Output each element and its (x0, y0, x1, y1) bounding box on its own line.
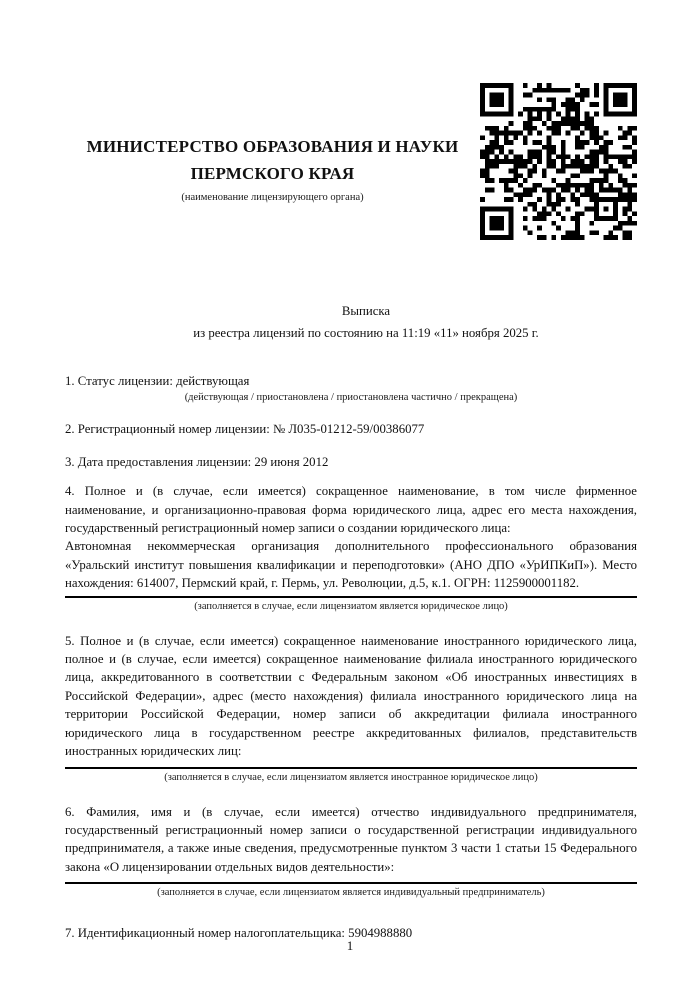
individual-entrepreneur-question: 6. Фамилия, имя и (в случае, если имеется) отчество индивидуального предпринимателя, государственный регистрационный номер записи о государственной регистрации индивидуального предпринимателя, а также иные сведения, предусмотренные пунктом 3 части 1 статьи 15 Федерального закона «О лицензировании отдельных видов деятельности»: (65, 804, 637, 874)
item-license-status (65, 372, 637, 405)
individual-entrepreneur-caption: (заполняется в случае, если лицензиатом является индивидуальный предприниматель) (157, 887, 545, 899)
license-status-text: 1. Статус лицензии: действующая (65, 374, 250, 388)
legal-entity-caption: (заполняется в случае, если лицензиатом является юридическое лицо) (194, 600, 508, 612)
foreign-entity-question: 5. Полное и (в случае, если имеется) сокращенное наименование иностранного юридического лица, полное и (в случае, если имеется) сокращенное наименование филиала иностранного юридического лица, аккредитованного в соответствии с Федеральным законом «Об иностранных инвестициях в Российской Федерации», адрес (место нахождения) филиала иностранного юридического лица на территории Российской Федерации, номер записи об аккредитации филиала иностранного юридического лица в государственном реестре аккредитованных филиалов, представительств иностранных юридических лиц: (65, 633, 637, 759)
foreign-entity-caption: (заполняется в случае, если лицензиатом является иностранное юридическое лицо) (164, 771, 538, 783)
licensing-authority-block (65, 83, 480, 205)
item-individual-entrepreneur (65, 803, 637, 901)
page-number: 1 (346, 937, 354, 953)
ministry-name-line1: МИНИСТЕРСТВО ОБРАЗОВАНИЯ И НАУКИ (86, 137, 459, 156)
taxpayer-number-text: 7. Идентификационный номер налогоплательщика: 5904988880 (65, 926, 413, 941)
item-legal-entity (65, 482, 637, 613)
legal-entity-answer: Автономная некоммерческая организация дополнительного профессионального образования «Уральский институт повышения квалификации и переподготовки» (АНО ДПО «УрИПКиП»). Место нахождения: 614007, Пермский край, г. Пермь, ул. Революции, д.5, к.1. ОГРН: 1125900001182. (65, 539, 637, 591)
registration-number-text: 2. Регистрационный номер лицензии: № Л035-01212-59/00386077 (65, 422, 425, 437)
document-title: Выписка (341, 304, 391, 318)
qr-code-icon (480, 83, 637, 240)
license-status-caption: (действующая / приостановлена / приостановлена частично / прекращена) (184, 392, 518, 404)
ministry-name-line2: ПЕРМСКОГО КРАЯ (190, 164, 355, 183)
fill-in-line (65, 596, 637, 598)
document-header (65, 0, 637, 240)
legal-entity-question: 4. Полное и (в случае, если имеется) сокращенное наименование, в том числе фирменное наименование, и организационно-правовая форма юридического лица, адрес его места нахождения, государственный регистрационный номер записи о создании юридического лица: (65, 484, 637, 536)
ministry-caption: (наименование лицензирующего органа) (181, 192, 364, 203)
item-registration-number (65, 420, 637, 438)
fill-in-line (65, 767, 637, 769)
fill-in-line (65, 882, 637, 884)
item-license-date (65, 453, 637, 471)
license-date-text: 3. Дата предоставления лицензии: 29 июня 2012 (65, 454, 329, 469)
document-title-block (65, 300, 637, 344)
item-foreign-entity (65, 632, 637, 785)
document-subtitle: из реестра лицензий по состоянию на 11:19 «11» ноября 2025 г. (193, 326, 539, 340)
